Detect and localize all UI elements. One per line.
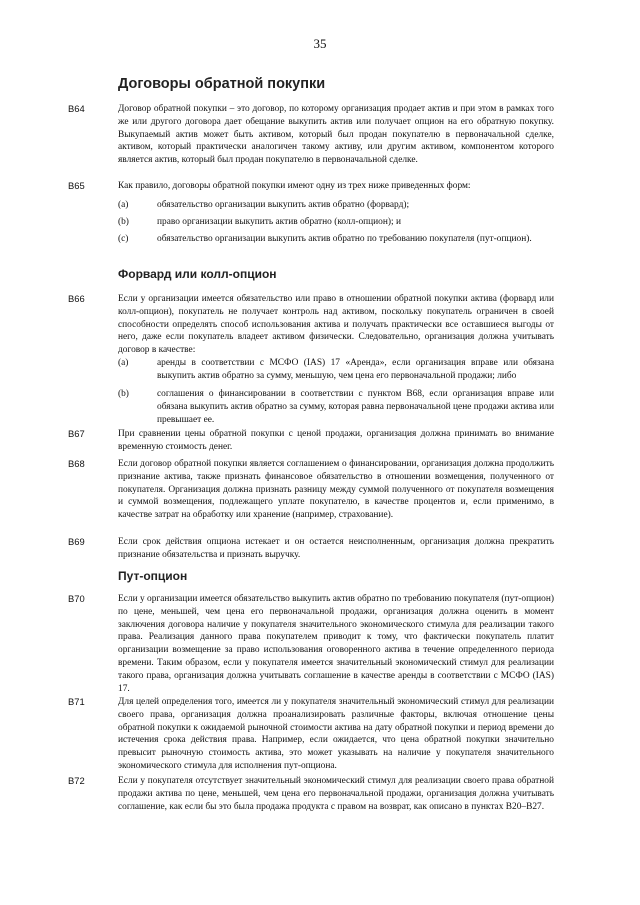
paragraph-text: При сравнении цены обратной покупки с ценой продажи, организация должна принимать во внимание временную стоимость денег. bbox=[118, 429, 554, 452]
paragraph-number: B66 bbox=[68, 293, 85, 304]
paragraph-number: B71 bbox=[68, 696, 85, 707]
paragraph-number: B65 bbox=[68, 180, 85, 191]
item-text: аренды в соответствии с МСФО (IAS) 17 «Аренда», если организация вправе или обязана выкупить актив обратно за сумму, меньшую, чем цена его первоначальной продажи; либо bbox=[157, 358, 554, 381]
item-text: соглашения о финансировании в соответствии с пунктом B68, если организация вправе или обязана выкупить актив обратно за сумму, которая равна первоначальной цене продажи актива или превышает ее. bbox=[157, 389, 554, 425]
item-text: право организации выкупить актив обратно (колл-опцион); и bbox=[157, 217, 401, 227]
paragraph-text: Если у организации имеется обязательство или право в отношении обратной покупки актива (форвард или колл-опцион), покупатель не получает контроль над активом, поскольку покупатель ограничен в своей способности определять способ использования актива и получать практически все оставшиеся выгоды от него, даже если покупатель владеет активом физически. Следовательно, организация должна учитывать договор в качестве: bbox=[118, 294, 554, 356]
heading-put-option: Пут-опцион bbox=[118, 569, 188, 583]
paragraph-number: B64 bbox=[68, 103, 85, 114]
heading-forward-or-call-option: Форвард или колл-опцион bbox=[118, 267, 277, 281]
heading-repurchase-agreements: Договоры обратной покупки bbox=[118, 76, 326, 92]
page-number: 35 bbox=[313, 36, 327, 51]
item-label: (b) bbox=[118, 217, 129, 227]
paragraph-number: B72 bbox=[68, 775, 85, 786]
paragraph-number: B67 bbox=[68, 428, 85, 439]
item-label: (c) bbox=[118, 234, 129, 244]
paragraph-text: Если срок действия опциона истекает и он остается неисполненным, организация должна прекратить признание обязательства и признать выручку. bbox=[118, 537, 554, 560]
paragraph-number: B69 bbox=[68, 536, 85, 547]
paragraph-text: Для целей определения того, имеется ли у покупателя значительный экономический стимул для реализации своего права, организация должна проанализировать различные факторы, включая отношение цены обратной покупки к ожидаемой рыночной стоимости актива на дату обратной покупки и период времени до истечения срока действия права. Например, если ожидается, что цена обратной покупки значительно превысит рыночную стоимость актива, это может указывать на наличие у покупателя значительного экономического стимула для исполнения пут-опциона. bbox=[118, 697, 554, 771]
paragraph-number: B68 bbox=[68, 458, 85, 469]
paragraph-number: B70 bbox=[68, 593, 85, 604]
paragraph-text: Как правило, договоры обратной покупки имеют одну из трех ниже приведенных форм: bbox=[118, 181, 471, 191]
paragraph-text: Если у покупателя отсутствует значительный экономический стимул для реализации своего права обратной продажи актива по цене, меньшей, чем цена его первоначальной продажи, организация должна учитывать соглашение, как если бы это была продажа продукта с правом на возврат, как описано в пунктах B20–B27. bbox=[118, 776, 554, 812]
item-label: (a) bbox=[118, 358, 129, 368]
item-label: (b) bbox=[118, 389, 129, 399]
item-label: (a) bbox=[118, 200, 129, 210]
paragraph-text: Если у организации имеется обязательство выкупить актив обратно по требованию покупателя (пут-опцион) по цене, меньшей, чем цена его первоначальной продажи, организация должна оценить в момент заключения договора наличие у покупателя значительного экономического стимула для реализации такого права. Реализация данного права покупателем приводит к тому, что фактически покупатель платит организации возмещение за право использования оговоренного актива в течение определенного периода времени. Таким образом, если у покупателя имеется значительный экономический стимул для реализации такого права, организация должна учитывать соглашение в качестве аренды в соответствии с МСФО (IAS) 17. bbox=[118, 594, 554, 694]
paragraph-text: Если договор обратной покупки является соглашением о финансировании, организация должна продолжить признание актива, также признать финансовое обязательство в отношении возмещения, полученного от покупателя. Организация должна признать разницу между суммой полученного от покупателя возмещения и суммой возмещения, подлежащего уплате покупателю, в качестве процентов и, если применимо, в качестве затрат на обработку или хранение (например, страхование). bbox=[118, 459, 554, 521]
paragraph-text: Договор обратной покупки – это договор, по которому организация продает актив и при этом в рамках того же или другого договора дает обещание выкупить актив или получает опцион на его обратную покупку. Выкупаемый актив может быть активом, который был продан покупателю в первоначальной сделке, активом, который практически аналогичен такому активу, или другим активом, компонентом которого является актив, который был продан покупателю в первоначальной сделке. bbox=[118, 104, 554, 166]
item-text: обязательство организации выкупить актив обратно по требованию покупателя (пут-опцион). bbox=[157, 234, 532, 244]
item-text: обязательство организации выкупить актив обратно (форвард); bbox=[157, 200, 410, 210]
